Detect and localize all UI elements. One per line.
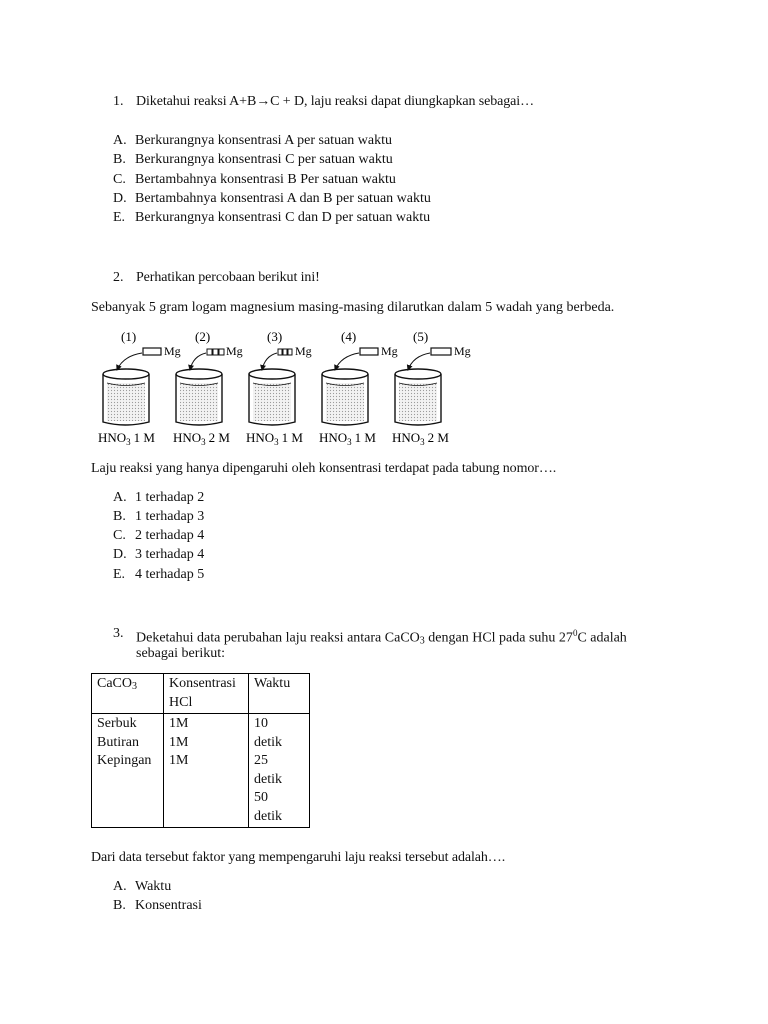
option-letter: A.	[113, 879, 127, 894]
beaker-label-5: (5)	[413, 329, 429, 344]
mg-granule-icon	[213, 349, 218, 355]
mg-label-3: Mg	[295, 344, 312, 358]
solution-label-1: $HNO_3$ 1 M	[98, 430, 155, 447]
mg-granule-icon	[278, 349, 282, 355]
beaker-rim	[176, 369, 222, 379]
beaker-label-1: (1)	[121, 329, 137, 344]
option-letter: E.	[113, 567, 126, 582]
q2-prompt: Laju reaksi yang hanya dipengaruhi oleh konsentrasi terdapat pada tabung nomor….	[91, 461, 557, 476]
beaker-solution	[107, 383, 145, 421]
solution-label-4: $HNO_3$ 1 M	[319, 430, 376, 447]
option-text: 4 terhadap 5	[135, 567, 205, 582]
option-text: Waktu	[135, 879, 172, 894]
table-row	[92, 714, 310, 828]
cell-line: detik	[254, 808, 282, 824]
q3-option-b	[113, 896, 202, 915]
q3-option-a	[113, 877, 171, 896]
option-letter: D.	[113, 191, 127, 206]
data-table	[91, 673, 310, 828]
beaker-label-2: (2)	[195, 329, 211, 344]
mg-label-1: Mg	[164, 344, 181, 358]
mg-granule-icon	[283, 349, 287, 355]
q1-option-a	[113, 131, 392, 150]
cell-line: Serbuk	[97, 716, 137, 731]
cell-line: 50	[254, 790, 268, 805]
cell-concentrations	[164, 714, 249, 828]
header-text: Waktu	[254, 676, 291, 691]
beaker-4	[319, 329, 398, 447]
header-concentration	[164, 674, 249, 714]
q3-prompt: Dari data tersebut faktor yang mempengaruhi laju reaksi tersebut adalah….	[91, 850, 506, 865]
header-caco3	[92, 674, 164, 714]
option-text: Bertambahnya konsentrasi A dan B per satuan waktu	[135, 191, 431, 206]
option-letter: C.	[113, 528, 126, 543]
pointer-arrow	[408, 353, 430, 370]
beaker-label-4: (4)	[341, 329, 357, 344]
mg-ribbon-icon	[143, 348, 161, 355]
mg-label-5: Mg	[454, 344, 471, 358]
pointer-arrow	[335, 353, 359, 370]
cell-line: 1M	[169, 734, 189, 750]
cell-line: 10	[254, 716, 268, 731]
q1-question: Diketahui reaksi A+B→C + D, laju reaksi dapat diungkapkan sebagai…	[136, 94, 534, 109]
cell-caco3-forms	[92, 714, 164, 828]
option-text: Berkurangnya konsentrasi C per satuan waktu	[135, 152, 393, 167]
mg-granule-icon	[288, 349, 292, 355]
pointer-arrow	[117, 353, 142, 370]
header-sub: 3	[132, 681, 137, 692]
beaker-solution	[253, 383, 291, 421]
beaker-rim	[103, 369, 149, 379]
q3-line1-text: Deketahui data perubahan laju reaksi antara CaCO	[136, 630, 420, 646]
beaker-rim	[322, 369, 368, 379]
q3-line1-sup: 0	[572, 628, 578, 638]
option-letter: E.	[113, 210, 126, 225]
option-text: 1 terhadap 3	[135, 509, 205, 524]
beaker-1	[98, 329, 181, 447]
option-letter: A.	[113, 133, 127, 148]
option-letter: B.	[113, 898, 126, 913]
cell-line: detik	[254, 734, 282, 750]
cell-line: 1M	[169, 716, 189, 731]
q1-option-b	[113, 150, 393, 169]
pointer-arrow	[190, 353, 206, 370]
q3-line2: sebagai berikut:	[136, 646, 226, 661]
q3-line1-mid: dengan HCl pada suhu 27	[424, 630, 573, 646]
table-header-row	[92, 674, 310, 714]
pointer-arrow	[262, 353, 277, 370]
beaker-solution	[326, 383, 364, 421]
header-text: Konsentrasi HCl	[169, 676, 236, 710]
beaker-2	[173, 329, 243, 447]
q2-question: Perhatikan percobaan berikut ini!	[136, 270, 320, 285]
q2-option-d	[113, 545, 204, 564]
solution-label-3: $HNO_3$ 1 M	[246, 430, 303, 447]
mg-ribbon-icon	[431, 348, 451, 355]
q2-option-a	[113, 488, 204, 507]
q1-number: 1.	[113, 94, 124, 109]
q1-option-d	[113, 189, 431, 208]
beaker-rim	[249, 369, 295, 379]
cell-line: Kepingan	[97, 753, 152, 768]
experiment-figure	[95, 326, 495, 450]
cell-line: 25	[254, 753, 268, 768]
option-text: Berkurangnya konsentrasi A per satuan waktu	[135, 133, 392, 148]
q2-option-c	[113, 526, 204, 545]
option-text: 1 terhadap 2	[135, 490, 205, 505]
q2-number: 2.	[113, 270, 124, 285]
q3-number: 3.	[113, 626, 124, 641]
beaker-label-3: (3)	[267, 329, 283, 344]
option-letter: B.	[113, 152, 126, 167]
mg-label-4: Mg	[381, 344, 398, 358]
option-letter: B.	[113, 509, 126, 524]
beaker-3	[246, 329, 312, 447]
cell-line: 1M	[169, 753, 189, 768]
q1-option-c	[113, 170, 396, 189]
mg-label-2: Mg	[226, 344, 243, 358]
cell-times	[249, 714, 310, 828]
option-text: Berkurangnya konsentrasi C dan D per satuan waktu	[135, 210, 431, 225]
mg-granule-icon	[207, 349, 212, 355]
header-time	[249, 674, 310, 714]
beaker-5	[392, 329, 471, 447]
q2-option-e	[113, 565, 204, 584]
q1-option-e	[113, 208, 430, 227]
q2-intro: Sebanyak 5 gram logam magnesium masing-masing dilarutkan dalam 5 wadah yang berbeda.	[91, 300, 615, 315]
q3-line1-post: C adalah	[577, 630, 627, 646]
header-text: CaCO	[97, 676, 132, 691]
option-text: 2 terhadap 4	[135, 528, 205, 543]
cell-line: detik	[254, 771, 282, 787]
option-letter: A.	[113, 490, 127, 505]
beaker-solution	[399, 383, 437, 421]
q2-option-b	[113, 507, 204, 526]
beaker-solution	[180, 383, 218, 421]
beaker-rim	[395, 369, 441, 379]
option-text: Bertambahnya konsentrasi B Per satuan waktu	[135, 172, 396, 187]
cell-line: Butiran	[97, 734, 139, 750]
q3-line1-sub: 3	[419, 635, 425, 647]
solution-label-5: $HNO_3$ 2 M	[392, 430, 449, 447]
option-text: 3 terhadap 4	[135, 547, 205, 562]
mg-ribbon-icon	[360, 348, 378, 355]
option-letter: C.	[113, 172, 126, 187]
option-letter: D.	[113, 547, 127, 562]
mg-granule-icon	[219, 349, 224, 355]
option-text: Konsentrasi	[135, 898, 202, 913]
solution-label-2: $HNO_3$ 2 M	[173, 430, 230, 447]
